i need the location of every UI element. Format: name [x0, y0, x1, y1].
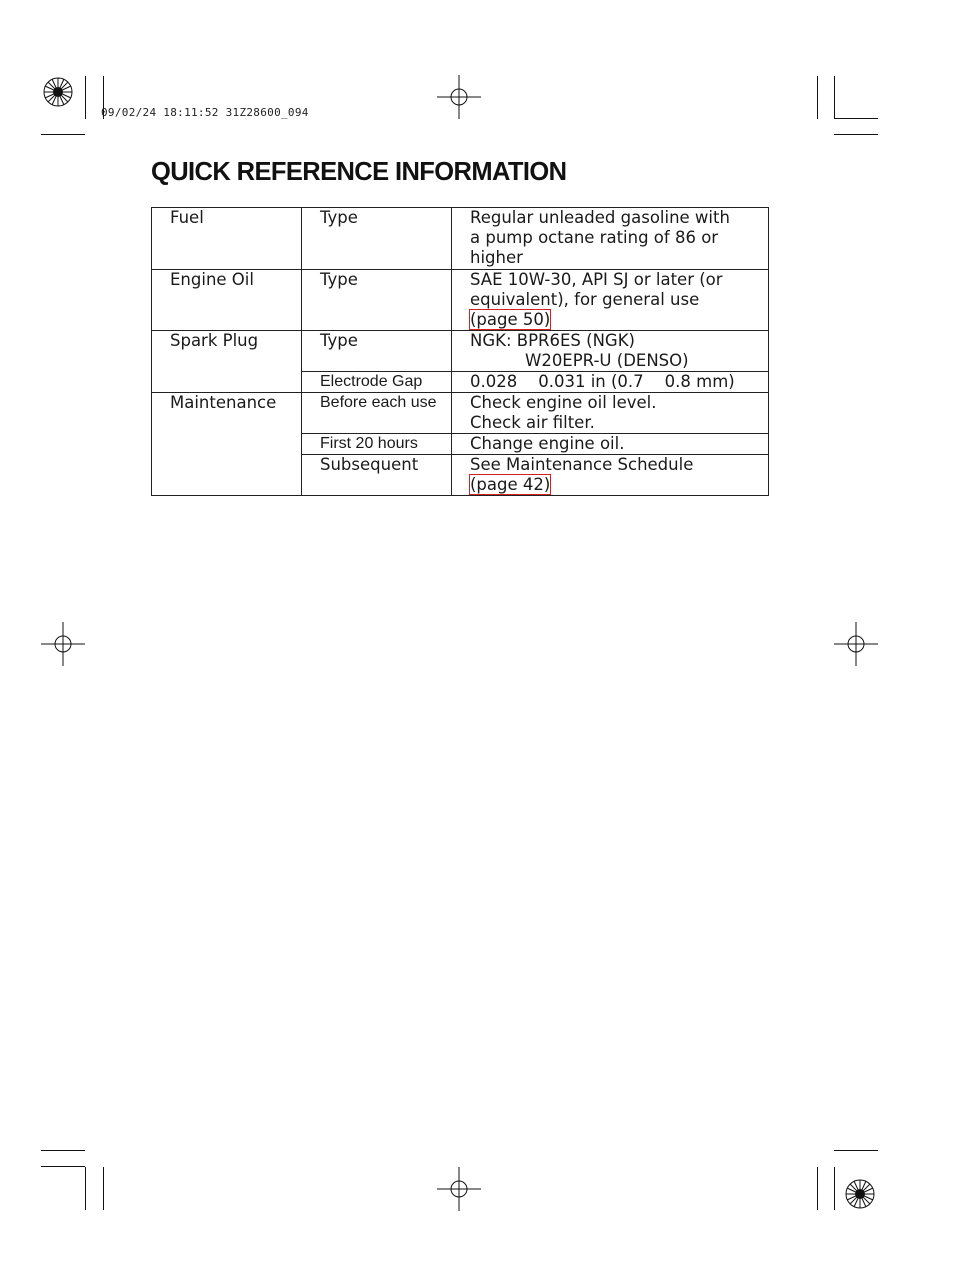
quick-reference-table: [151, 207, 769, 496]
description-line: Check air filter.: [470, 413, 595, 432]
crop-line: [85, 76, 86, 119]
description-cell: [452, 455, 769, 496]
type-cell: Before each use: [302, 393, 452, 434]
table-row: [152, 393, 769, 434]
crop-line: [41, 1166, 85, 1167]
crosshair-bottom-center-icon: [437, 1167, 481, 1211]
crop-line: [834, 76, 835, 119]
type-cell: Type: [302, 208, 452, 270]
type-cell: Subsequent: [302, 455, 452, 496]
table-row: [152, 270, 769, 331]
description-cell: [452, 393, 769, 434]
table-row: [152, 331, 769, 372]
crosshair-top-center-icon: [437, 75, 481, 119]
crosshair-right-middle-icon: [834, 622, 878, 666]
description-line: Check engine oil level.: [470, 393, 657, 412]
description-cell: 0.028 0.031 in (0.7 0.8 mm): [452, 372, 769, 393]
item-cell: Spark Plug: [152, 331, 302, 393]
description-cell: [452, 270, 769, 331]
table-row: [152, 208, 769, 270]
description-line: higher: [470, 248, 523, 267]
item-cell: Maintenance: [152, 393, 302, 496]
description-line: equivalent), for general use: [470, 290, 700, 309]
crop-line: [834, 1150, 878, 1151]
item-cell: Engine Oil: [152, 270, 302, 331]
description-cell: Change engine oil.: [452, 434, 769, 455]
description-line: SAE 10W-30, API SJ or later (or: [470, 270, 723, 289]
crop-line: [834, 118, 878, 119]
registration-target-bottom-right-icon: [844, 1178, 876, 1210]
description-line: Regular unleaded gasoline with: [470, 208, 730, 227]
crop-line: [41, 1150, 85, 1151]
crop-line: [834, 134, 878, 135]
type-cell: Type: [302, 331, 452, 372]
description-line: See Maintenance Schedule: [470, 455, 694, 474]
crop-line: [817, 76, 818, 119]
crosshair-left-middle-icon: [41, 622, 85, 666]
crop-line: [817, 1167, 818, 1210]
description-cell: [452, 208, 769, 270]
print-stamp: 09/02/24 18:11:52 31Z28600_094: [101, 106, 309, 119]
type-cell: First 20 hours: [302, 434, 452, 455]
registration-target-top-left-icon: [42, 76, 74, 108]
crop-line: [103, 1167, 104, 1210]
type-cell: Type: [302, 270, 452, 331]
type-cell: Electrode Gap: [302, 372, 452, 393]
crop-line: [834, 1167, 835, 1210]
description-line: NGK: BPR6ES (NGK): [470, 331, 635, 350]
description-line: a pump octane rating of 86 or: [470, 228, 719, 247]
description-line: W20EPR-U (DENSO): [525, 351, 689, 370]
page-50-link[interactable]: (page 50): [470, 310, 551, 329]
crop-line: [41, 134, 85, 135]
item-cell: Fuel: [152, 208, 302, 270]
description-cell: [452, 331, 769, 372]
crop-line: [85, 1167, 86, 1210]
page-42-link[interactable]: (page 42): [470, 475, 551, 494]
page-title: QUICK REFERENCE INFORMATION: [151, 158, 567, 186]
